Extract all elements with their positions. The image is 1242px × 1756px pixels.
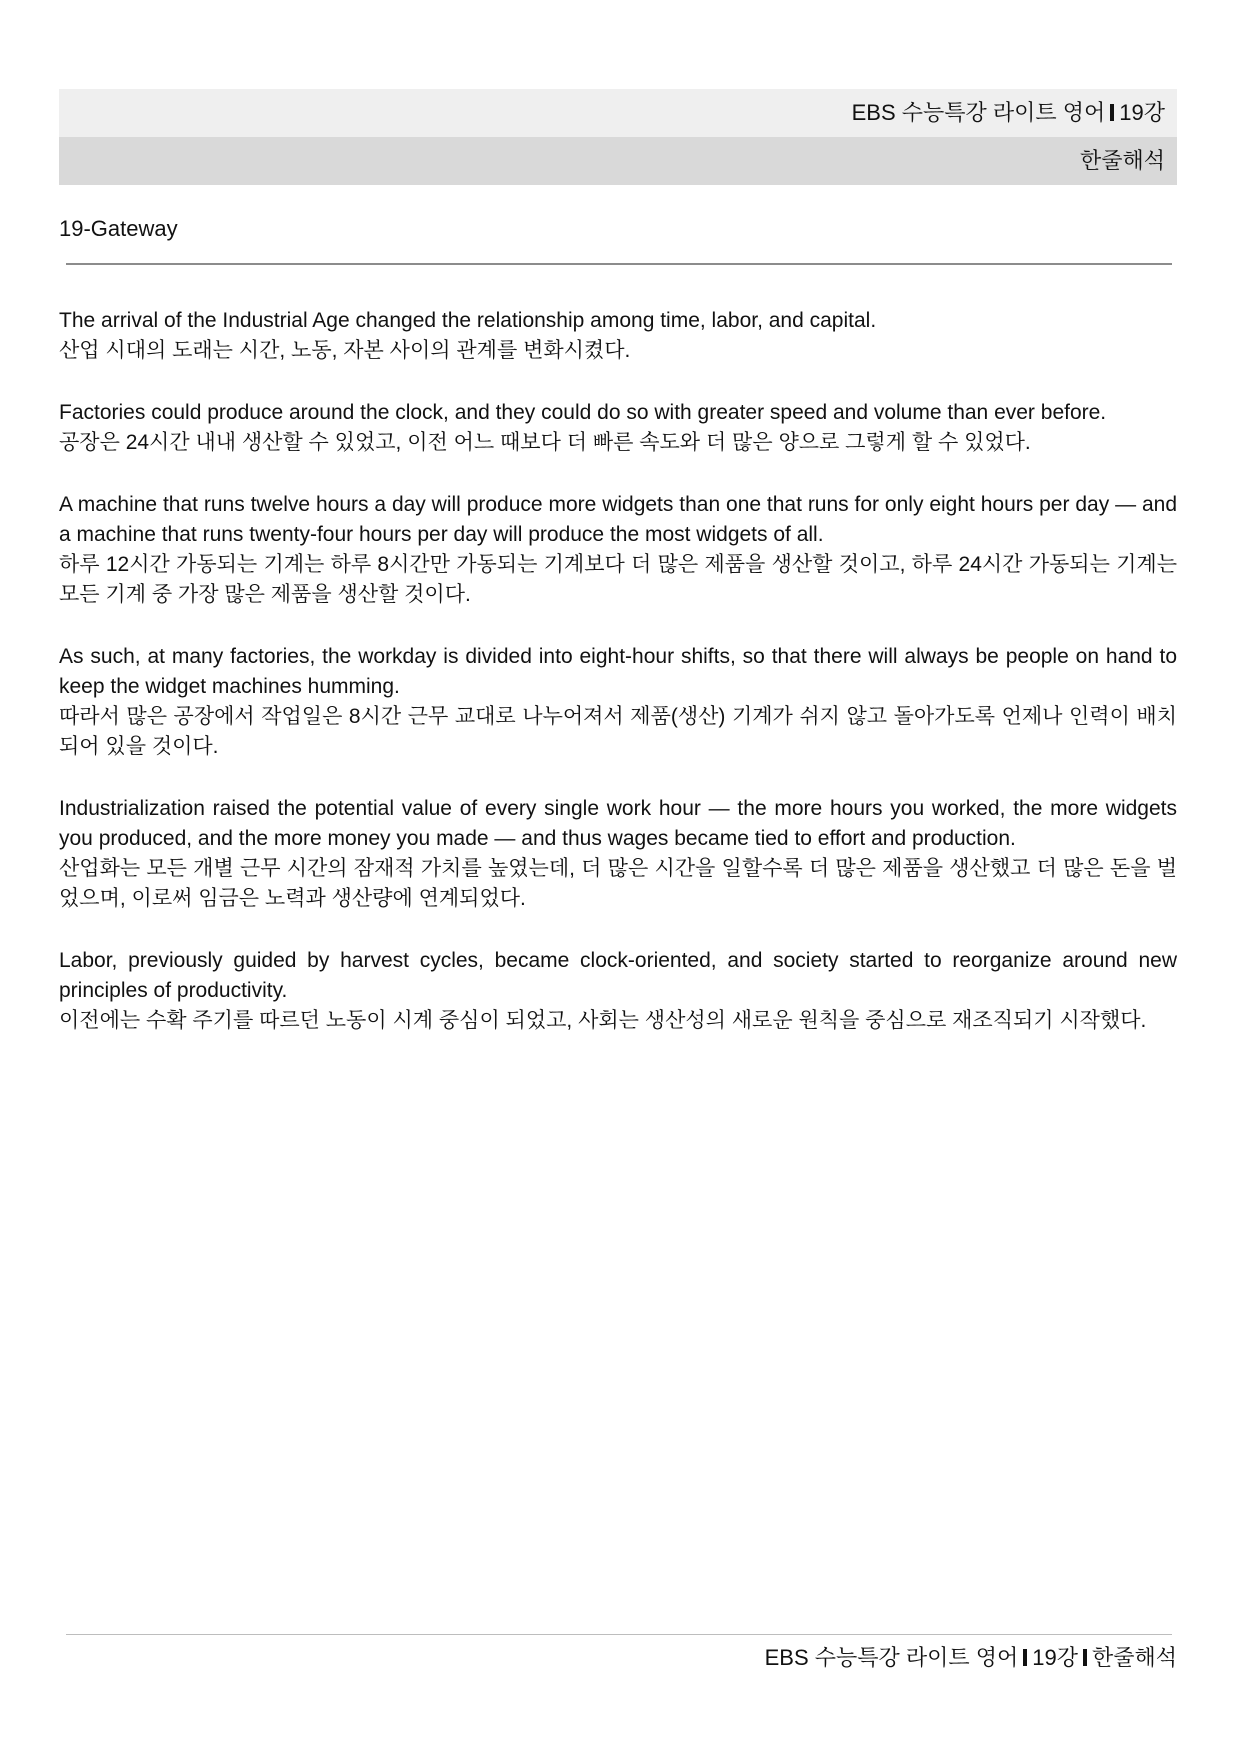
korean-translation: 하루 12시간 가동되는 기계는 하루 8시간만 가동되는 기계보다 더 많은 제품을 생산할 것이고, 하루 24시간 가동되는 기계는 모든 기계 중 가장 많은 제품을 생산할 것이다. <box>59 553 1177 606</box>
header-subtitle: 한줄해석 <box>1079 148 1165 173</box>
separator-bar-icon <box>1023 1649 1027 1666</box>
footer-subtitle: 한줄해석 <box>1091 1645 1177 1670</box>
footer-divider <box>66 1634 1172 1635</box>
korean-translation: 공장은 24시간 내내 생산할 수 있었고, 이전 어느 때보다 더 빠른 속도와 더 많은 양으로 그렇게 할 수 있었다. <box>59 431 1031 454</box>
section-label: 19-Gateway <box>59 216 178 241</box>
korean-translation: 따라서 많은 공장에서 작업일은 8시간 근무 교대로 나누어져서 제품(생산) 기계가 쉬지 않고 돌아가도록 언제나 인력이 배치되어 있을 것이다. <box>59 705 1177 758</box>
top-divider <box>66 263 1172 265</box>
header-title-main: EBS 수능특강 라이트 영어 <box>851 100 1106 125</box>
korean-translation: 산업화는 모든 개별 근무 시간의 잠재적 가치를 높였는데, 더 많은 시간을 일할수록 더 많은 제품을 생산했고 더 많은 돈을 벌었으며, 이로써 임금은 노력과 생산량에 연계되었다. <box>59 857 1177 910</box>
sentence-pair-6 <box>59 946 1177 1036</box>
header-title-lesson: 19강 <box>1119 100 1165 125</box>
sentence-pair-2 <box>59 398 1177 458</box>
sentence-pair-3 <box>59 490 1177 610</box>
separator-bar-icon <box>1083 1649 1087 1666</box>
header-title <box>852 100 1165 126</box>
english-sentence: The arrival of the Industrial Age changed the relationship among time, labor, and capital. <box>59 309 877 332</box>
footer-title-main: EBS 수능특강 라이트 영어 <box>764 1645 1019 1670</box>
separator-bar-icon <box>1110 104 1114 121</box>
translation-list <box>59 306 1177 1068</box>
sentence-pair-1 <box>59 306 1177 366</box>
header-subtitle-band <box>59 137 1177 185</box>
footer-title-lesson: 19강 <box>1032 1645 1078 1670</box>
english-sentence: Factories could produce around the clock, and they could do so with greater speed and volume than ever before. <box>59 401 1107 424</box>
english-sentence: Industrialization raised the potential value of every single work hour — the more hours you worked, the more widgets you produced, and the more money you made — and thus wages became tied to effort and production. <box>59 797 1177 850</box>
sentence-pair-4 <box>59 642 1177 762</box>
korean-translation: 이전에는 수확 주기를 따르던 노동이 시계 중심이 되었고, 사회는 생산성의 새로운 원칙을 중심으로 재조직되기 시작했다. <box>59 1009 1147 1032</box>
english-sentence: As such, at many factories, the workday is divided into eight-hour shifts, so that there will always be people on hand to keep the widget machines humming. <box>59 645 1177 698</box>
english-sentence: A machine that runs twelve hours a day will produce more widgets than one that runs for only eight hours per day — and a machine that runs twenty-four hours per day will produce the most widgets of all. <box>59 493 1177 546</box>
header-title-band <box>59 89 1177 137</box>
english-sentence: Labor, previously guided by harvest cycles, became clock-oriented, and society started to reorganize around new principles of productivity. <box>59 949 1177 1002</box>
sentence-pair-5 <box>59 794 1177 914</box>
korean-translation: 산업 시대의 도래는 시간, 노동, 자본 사이의 관계를 변화시켰다. <box>59 339 631 362</box>
page-footer <box>765 1644 1177 1672</box>
